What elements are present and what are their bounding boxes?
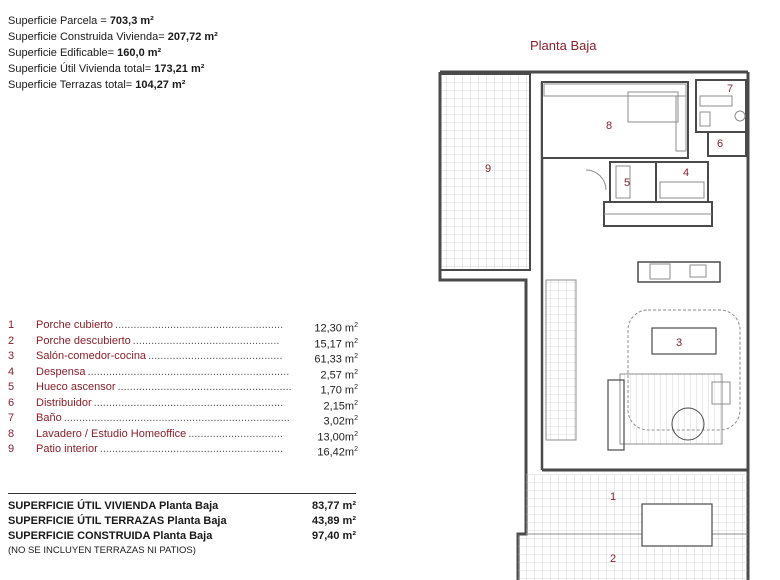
legend-item: 9 Patio interior ............................................................ $16,42m^2$ xyxy=(8,443,358,459)
cooktop xyxy=(650,264,670,279)
summary-row: Superficie Útil Vivienda total= 173,21 m² xyxy=(8,63,205,75)
totals-divider xyxy=(8,493,356,494)
room-number-label: 7 xyxy=(727,83,734,95)
legend-item: 6 Distribuidor .............................................................. $2,15m^2$ xyxy=(8,396,358,413)
room-number-label: 5 xyxy=(624,177,631,189)
summary-row: Superficie Construida Vivienda= 207,72 m² xyxy=(8,31,218,43)
living-rug xyxy=(620,374,722,444)
totals-note: (NO SE INCLUYEN TERRAZAS NI PATIOS) xyxy=(8,545,196,556)
room-number-label: 9 xyxy=(485,163,492,175)
room-number-label: 8 xyxy=(606,120,613,132)
room-number-label: 6 xyxy=(717,138,724,150)
room-number-label: 3 xyxy=(676,337,683,349)
legend-item: 2 Porche descubierto ................................................ 15,17 $m^2$ xyxy=(8,334,358,351)
door-swing xyxy=(586,170,606,190)
summary-row: Superficie Parcela = 703,3 m² xyxy=(8,15,154,27)
plan-title: Planta Baja xyxy=(530,38,597,53)
room-legend xyxy=(8,318,358,458)
legend-item: 4 Despensa .................................................................. 2,57 $m^2$ xyxy=(8,365,358,382)
room-number-label: 2 xyxy=(610,553,617,565)
room-distribuidor xyxy=(708,132,746,156)
totals-row: SUPERFICIE ÚTIL TERRAZAS Planta Baja 43,89 m² xyxy=(8,515,356,527)
legend-item: 3 Salón-comedor-cocina ............................................ 61,33 $m^2$ xyxy=(8,350,358,366)
legend-item: 8 Lavadero / Estudio Homeoffice ............................... $13,00m^2$ xyxy=(8,427,358,444)
totals-row: SUPERFICIE ÚTIL VIVIENDA Planta Baja 83,77 m² xyxy=(8,500,356,512)
surface-summary xyxy=(8,13,218,93)
staircase xyxy=(546,280,576,440)
room-number-label: 1 xyxy=(610,491,617,503)
dining-table xyxy=(652,328,716,354)
outdoor-table xyxy=(642,504,712,546)
porche-descubierto xyxy=(518,534,748,580)
room-ascensor xyxy=(610,162,656,202)
legend-item: 7 Baño .......................................................................... $3,02m^2$ xyxy=(8,412,358,428)
legend-item: 5 Hueco ascensor ......................................................... 1,70 $m^2$ xyxy=(8,381,358,397)
summary-row: Superficie Edificable= 160,0 m² xyxy=(8,47,162,59)
room-number-label: 4 xyxy=(683,167,690,179)
summary-row: Superficie Terrazas total= 104,27 m² xyxy=(8,79,186,91)
legend-item: 1 Porche cubierto ....................................................... 12,30 $m^2$ xyxy=(8,319,358,335)
room-lavadero xyxy=(542,82,688,158)
porche-cubierto xyxy=(526,474,748,534)
island-sink xyxy=(690,265,706,277)
surface-totals xyxy=(8,499,356,557)
totals-row: SUPERFICIE CONSTRUIDA Planta Baja 97,40 m² xyxy=(8,530,356,542)
floor-plan xyxy=(438,66,780,580)
